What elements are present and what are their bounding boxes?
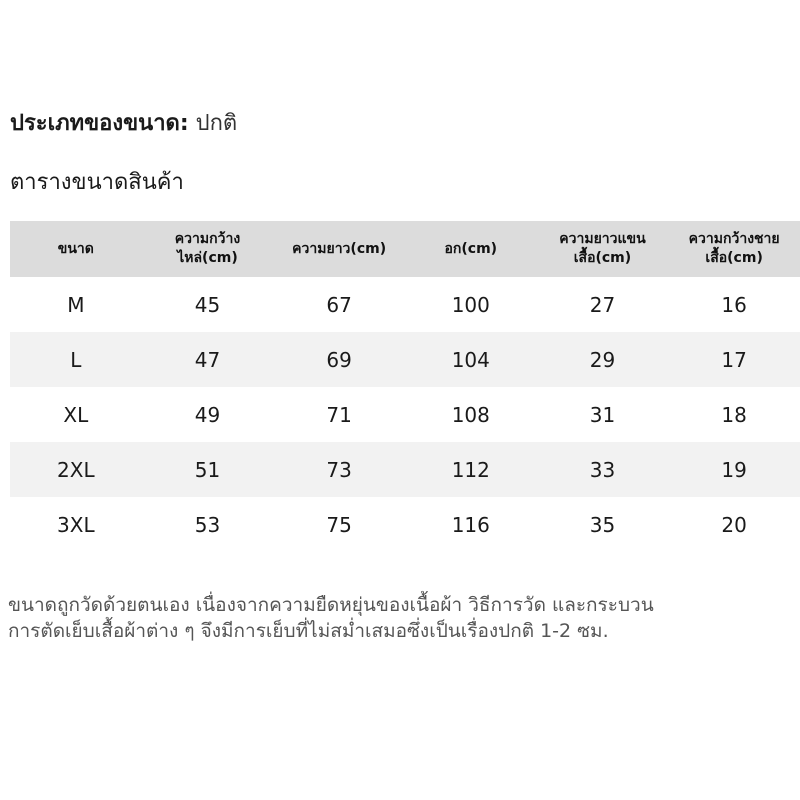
table-cell: 17 xyxy=(668,332,800,387)
table-cell: 73 xyxy=(273,442,405,497)
table-cell: 18 xyxy=(668,387,800,442)
table-row xyxy=(10,387,800,442)
header-line: ความยาวแขน xyxy=(559,231,646,247)
table-row xyxy=(10,497,800,552)
header-line: อก(cm) xyxy=(444,240,498,257)
table-cell: M xyxy=(10,277,142,332)
header-length xyxy=(273,221,405,277)
table-cell: 45 xyxy=(142,277,274,332)
header-size xyxy=(10,221,142,277)
table-cell: 71 xyxy=(273,387,405,442)
table-cell: 20 xyxy=(668,497,800,552)
header-sleeve-length xyxy=(537,221,669,277)
table-cell: XL xyxy=(10,387,142,442)
table-cell: 35 xyxy=(537,497,669,552)
table-cell: 33 xyxy=(537,442,669,497)
table-cell: 69 xyxy=(273,332,405,387)
header-line: ความกว้างชาย xyxy=(688,231,780,247)
note-line: ขนาดถูกวัดด้วยตนเอง เนื่องจากความยืดหยุ่นของเนื้อผ้า วิธีการวัด และกระบวน xyxy=(8,594,654,616)
header-row xyxy=(10,221,800,277)
header-shoulder-width xyxy=(142,221,274,277)
table-cell: 16 xyxy=(668,277,800,332)
table-cell: 2XL xyxy=(10,442,142,497)
size-table-header xyxy=(10,221,800,277)
header-line: ไหล่(cm) xyxy=(177,250,238,266)
table-cell: 29 xyxy=(537,332,669,387)
header-line: เสื้อ(cm) xyxy=(573,250,632,266)
note-line: การตัดเย็บเสื้อผ้าต่าง ๆ จึงมีการเย็บที่ไม่สม่ำเสมอซึ่งเป็นเรื่องปกติ 1-2 ซม. xyxy=(8,620,609,642)
table-cell: 53 xyxy=(142,497,274,552)
table-cell: 49 xyxy=(142,387,274,442)
table-cell: 112 xyxy=(405,442,537,497)
header-line: ความยาว(cm) xyxy=(292,240,387,257)
header-chest xyxy=(405,221,537,277)
table-cell: 27 xyxy=(537,277,669,332)
table-cell: 19 xyxy=(668,442,800,497)
table-cell: 116 xyxy=(405,497,537,552)
table-cell: 100 xyxy=(405,277,537,332)
size-chart-title: ตารางขนาดสินค้า xyxy=(10,170,184,195)
header-line: เสื้อ(cm) xyxy=(705,250,763,266)
table-cell: 67 xyxy=(273,277,405,332)
table-row xyxy=(10,277,800,332)
size-table-body xyxy=(10,277,800,552)
header-hem-width xyxy=(668,221,800,277)
size-table xyxy=(10,221,800,552)
table-cell: 3XL xyxy=(10,497,142,552)
header-line: ขนาด xyxy=(57,240,94,257)
table-cell: 51 xyxy=(142,442,274,497)
size-type-line xyxy=(10,108,237,140)
size-type-value: ปกติ xyxy=(195,111,238,136)
measurement-note xyxy=(8,592,798,644)
table-cell: 104 xyxy=(405,332,537,387)
header-line: ความกว้าง xyxy=(174,231,241,247)
table-cell: 47 xyxy=(142,332,274,387)
table-cell: 108 xyxy=(405,387,537,442)
size-type-label: ประเภทของขนาด: xyxy=(10,111,189,136)
table-cell: 75 xyxy=(273,497,405,552)
table-cell: 31 xyxy=(537,387,669,442)
table-cell: L xyxy=(10,332,142,387)
table-row xyxy=(10,332,800,387)
table-row xyxy=(10,442,800,497)
